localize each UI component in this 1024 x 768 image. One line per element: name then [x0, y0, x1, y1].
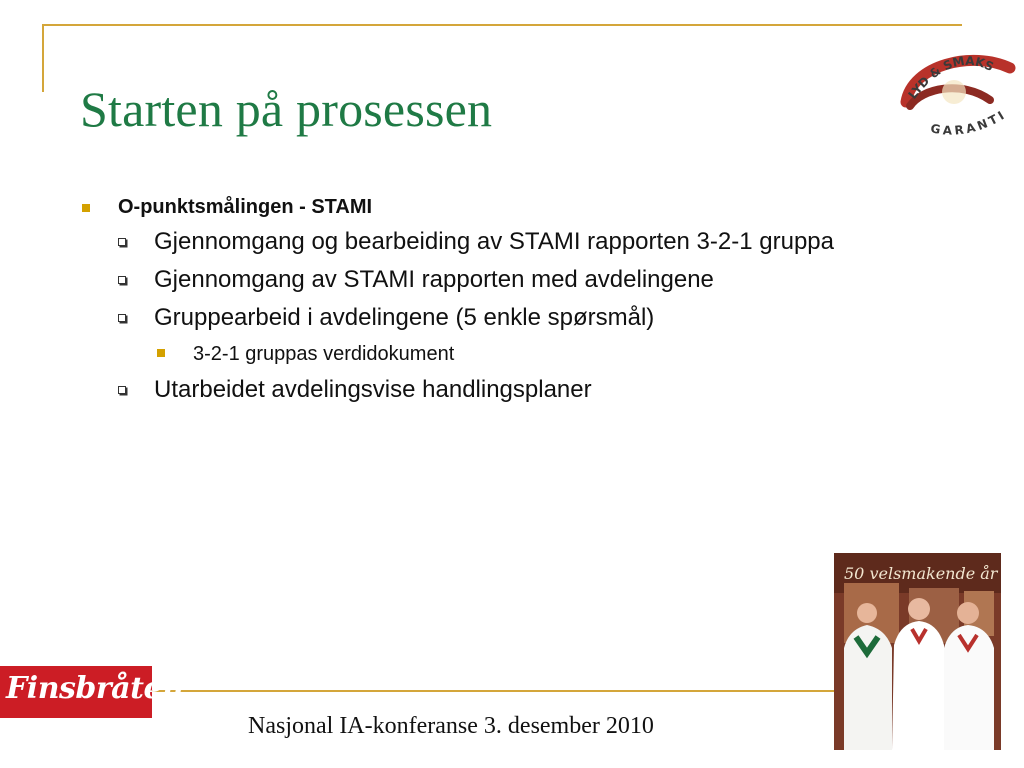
bullet-sub-3-child: [193, 341, 880, 367]
bullet-sub-2-text: Gjennomgang av STAMI rapporten med avdelingene: [154, 266, 714, 293]
hollow-square-bullet-icon: [118, 238, 126, 246]
top-border-line: [42, 24, 962, 26]
bullet-sub-2: [154, 265, 894, 295]
svg-text:GARANTI: [929, 107, 1009, 138]
bullet-sub-1: [154, 227, 894, 257]
bottom-border-line: [150, 690, 836, 692]
square-bullet-icon: [157, 349, 165, 357]
finsbraten-logo: [0, 666, 184, 718]
square-bullet-icon: [82, 204, 90, 212]
hollow-square-bullet-icon: [118, 314, 126, 322]
bullet-main: [80, 196, 880, 219]
left-border-line: [42, 24, 44, 92]
photo-caption: 50 velsmakende år: [844, 564, 998, 583]
bullet-sub-1-text: Gjennomgang og bearbeiding av STAMI rapporten 3-2-1 gruppa: [154, 228, 834, 255]
bullet-list: [80, 196, 880, 413]
bullet-sub-4-text: Utarbeidet avdelingsvise handlingsplaner: [154, 376, 592, 403]
logo-bottom-text: GARANTI: [929, 106, 1010, 138]
bullet-sub-4: [154, 375, 894, 405]
bullet-sub-3: [154, 303, 894, 333]
hollow-square-bullet-icon: [118, 386, 126, 394]
hollow-square-bullet-icon: [118, 276, 126, 284]
finsbraten-logo-text: Finsbråten: [6, 671, 184, 706]
anniversary-photo: [834, 553, 1001, 750]
logo-top-text: LYD & SMAKS: [905, 53, 996, 102]
slide-footer: Nasjonal IA-konferanse 3. desember 2010: [248, 713, 654, 739]
slide-title: Starten på prosessen: [80, 81, 493, 137]
lyd-og-smaks-garanti-logo: [892, 40, 1022, 150]
bullet-sub-3-text: Gruppearbeid i avdelingene (5 enkle spørsmål): [154, 304, 655, 331]
bullet-main-text: O-punktsmålingen - STAMI: [118, 196, 373, 218]
bullet-sub-3-child-text: 3-2-1 gruppas verdidokument: [193, 343, 455, 365]
